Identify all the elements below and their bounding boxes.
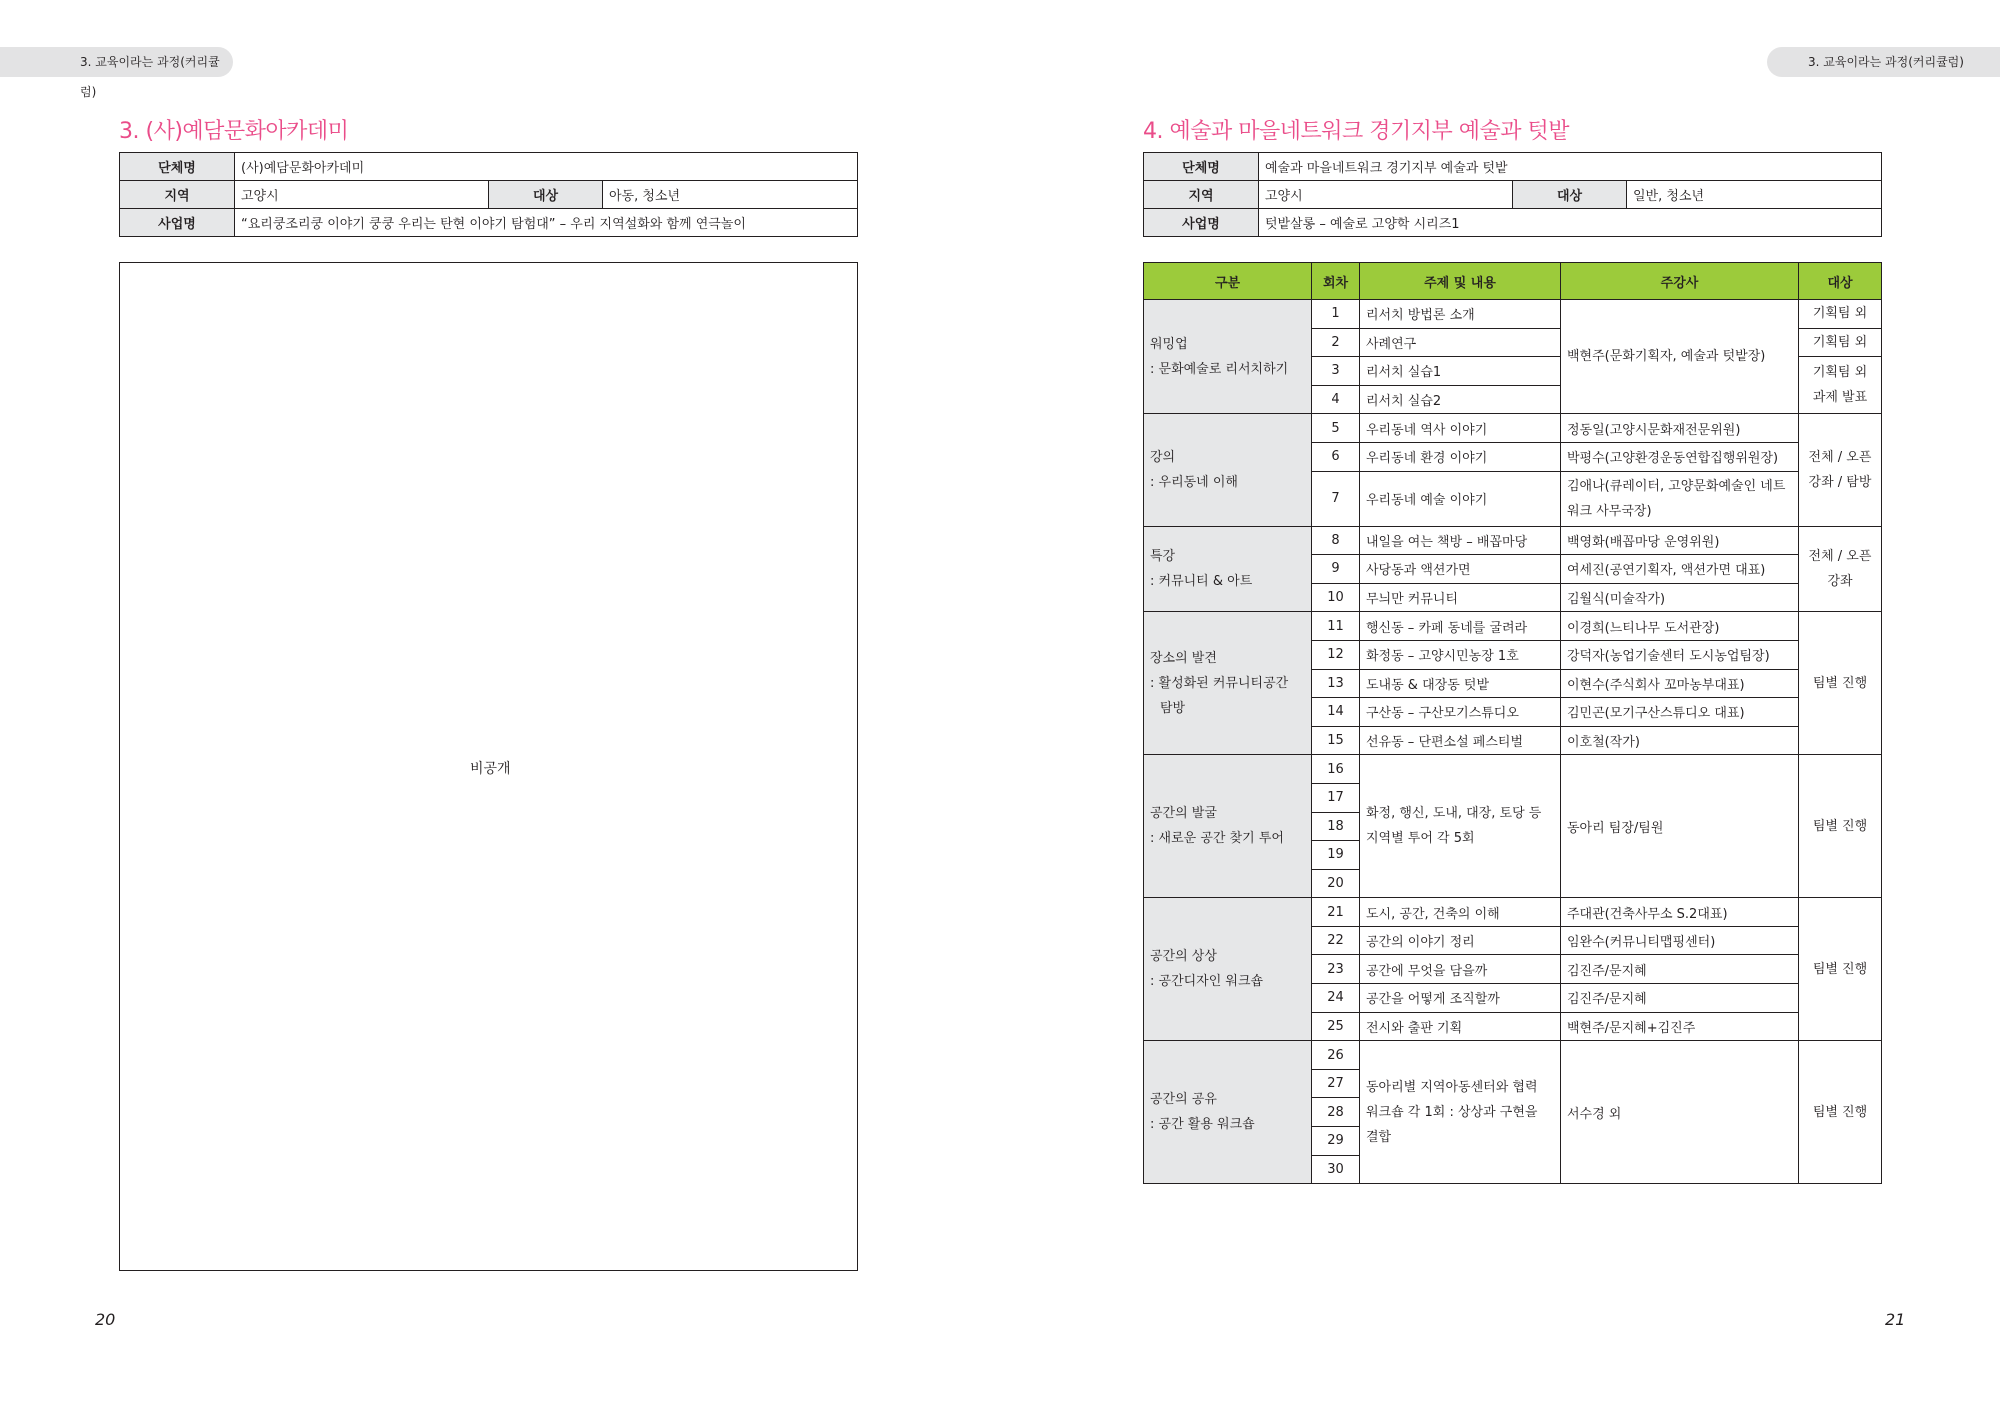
target-cell: 기획팀 외 xyxy=(1799,328,1882,357)
info-value-org: (사)예담문화아카데미 xyxy=(235,153,858,181)
topic-cell: 행신동 – 카페 동네를 굴려라 xyxy=(1360,612,1561,641)
session-number: 19 xyxy=(1312,841,1360,870)
lecturer-cell: 박평수(고양환경운동연합집행위원장) xyxy=(1561,442,1799,471)
session-number: 3 xyxy=(1312,357,1360,386)
session-number: 30 xyxy=(1312,1155,1360,1184)
session-number: 5 xyxy=(1312,414,1360,443)
lecturer-cell: 임완수(커뮤니티맵핑센터) xyxy=(1561,926,1799,955)
target-cell: 기획팀 외 xyxy=(1799,300,1882,329)
table-row xyxy=(1144,414,1882,443)
topic-cell: 우리동네 환경 이야기 xyxy=(1360,442,1561,471)
topic-cell: 도내동 & 대장동 텃밭 xyxy=(1360,669,1561,698)
topic-cell: 리서치 실습1 xyxy=(1360,357,1561,386)
session-number: 11 xyxy=(1312,612,1360,641)
table-row xyxy=(1144,526,1882,555)
lecturer-cell: 강덕자(농업기술센터 도시농업팀장) xyxy=(1561,640,1799,669)
col-header-topic: 주제 및 내용 xyxy=(1360,263,1561,300)
topic-cell: 화정동 – 고양시민농장 1호 xyxy=(1360,640,1561,669)
running-header-left: 3. 교육이라는 과정(커리큘럼) xyxy=(0,47,233,77)
info-label-project: 사업명 xyxy=(1144,209,1259,237)
session-number: 2 xyxy=(1312,328,1360,357)
session-number: 26 xyxy=(1312,1041,1360,1070)
info-label-region: 지역 xyxy=(120,181,235,209)
topic-cell: 사례연구 xyxy=(1360,328,1561,357)
lecturer-cell: 동아리 팀장/팀원 xyxy=(1561,755,1799,898)
topic-cell: 리서치 실습2 xyxy=(1360,385,1561,414)
target-cell: 전체 / 오픈강좌 / 탐방 xyxy=(1799,414,1882,526)
col-header-session: 회차 xyxy=(1312,263,1360,300)
session-number: 8 xyxy=(1312,526,1360,555)
table-row xyxy=(1144,300,1882,329)
session-number: 7 xyxy=(1312,471,1360,526)
info-value-project: “요리쿵조리쿵 이야기 쿵쿵 우리는 탄현 이야기 탐험대” – 우리 지역설화와 함께 연극놀이 xyxy=(235,209,858,237)
running-header-right: 3. 교육이라는 과정(커리큘럼) xyxy=(1767,47,2000,77)
page-number-right: 21 xyxy=(1885,1310,1906,1329)
lecturer-cell: 이경희(느티나무 도서관장) xyxy=(1561,612,1799,641)
session-number: 6 xyxy=(1312,442,1360,471)
session-number: 10 xyxy=(1312,583,1360,612)
lecturer-cell: 이호철(작가) xyxy=(1561,726,1799,755)
session-number: 1 xyxy=(1312,300,1360,329)
session-number: 20 xyxy=(1312,869,1360,898)
target-cell: 팀별 진행 xyxy=(1799,898,1882,1041)
topic-cell: 화정, 행신, 도내, 대장, 토당 등 지역별 투어 각 5회 xyxy=(1360,755,1561,898)
lecturer-cell: 서수경 외 xyxy=(1561,1041,1799,1184)
info-label-org: 단체명 xyxy=(120,153,235,181)
topic-cell: 전시와 출판 기획 xyxy=(1360,1012,1561,1041)
group-cell-special: 특강 : 커뮤니티 & 아트 xyxy=(1144,526,1312,612)
session-number: 23 xyxy=(1312,955,1360,984)
session-number: 18 xyxy=(1312,812,1360,841)
session-number: 17 xyxy=(1312,783,1360,812)
group-cell-space-dig: 공간의 발굴 : 새로운 공간 찾기 투어 xyxy=(1144,755,1312,898)
group-cell-lecture: 강의 : 우리동네 이해 xyxy=(1144,414,1312,526)
lecturer-cell: 백현주(문화기획자, 예술과 텃밭장) xyxy=(1561,300,1799,414)
curriculum-placeholder-box xyxy=(119,262,858,1271)
topic-cell: 리서치 방법론 소개 xyxy=(1360,300,1561,329)
topic-cell: 공간을 어떻게 조직할까 xyxy=(1360,984,1561,1013)
table-row xyxy=(1144,612,1882,641)
topic-cell: 공간에 무엇을 담을까 xyxy=(1360,955,1561,984)
lecturer-cell: 김민곤(모기구산스튜디오 대표) xyxy=(1561,698,1799,727)
info-label-project: 사업명 xyxy=(120,209,235,237)
info-value-project: 텃밭살롱 – 예술로 고양학 시리즈1 xyxy=(1259,209,1882,237)
lecturer-cell: 백현주/문지혜+김진주 xyxy=(1561,1012,1799,1041)
session-number: 28 xyxy=(1312,1098,1360,1127)
right-info-table xyxy=(1143,152,1882,237)
session-number: 12 xyxy=(1312,640,1360,669)
group-cell-space-imagine: 공간의 상상 : 공간디자인 워크숍 xyxy=(1144,898,1312,1041)
info-value-org: 예술과 마을네트워크 경기지부 예술과 텃밭 xyxy=(1259,153,1882,181)
lecturer-cell: 여세진(공연기획자, 액션가면 대표) xyxy=(1561,555,1799,584)
group-cell-warmup: 워밍업 : 문화예술로 리서치하기 xyxy=(1144,300,1312,414)
lecturer-cell: 김진주/문지혜 xyxy=(1561,955,1799,984)
curriculum-table xyxy=(1143,262,1882,1184)
info-label-region: 지역 xyxy=(1144,181,1259,209)
target-cell: 팀별 진행 xyxy=(1799,1041,1882,1184)
target-cell: 팀별 진행 xyxy=(1799,612,1882,755)
session-number: 21 xyxy=(1312,898,1360,927)
right-section-title: 4. 예술과 마을네트워크 경기지부 예술과 텃밭 xyxy=(1143,119,1569,144)
session-number: 29 xyxy=(1312,1127,1360,1156)
session-number: 15 xyxy=(1312,726,1360,755)
topic-cell: 내일을 여는 책방 – 배꼽마당 xyxy=(1360,526,1561,555)
topic-cell: 도시, 공간, 건축의 이해 xyxy=(1360,898,1561,927)
session-number: 25 xyxy=(1312,1012,1360,1041)
col-header-lecturer: 주강사 xyxy=(1561,263,1799,300)
topic-cell: 무늬만 커뮤니티 xyxy=(1360,583,1561,612)
table-row xyxy=(1144,1041,1882,1070)
target-cell: 기획팀 외 과제 발표 xyxy=(1799,357,1882,414)
topic-cell: 우리동네 역사 이야기 xyxy=(1360,414,1561,443)
group-cell-place-discovery: 장소의 발견 : 활성화된 커뮤니티공간 탐방 xyxy=(1144,612,1312,755)
lecturer-cell: 김월식(미술작가) xyxy=(1561,583,1799,612)
topic-cell: 우리동네 예술 이야기 xyxy=(1360,471,1561,526)
lecturer-cell: 정동일(고양시문화재전문위원) xyxy=(1561,414,1799,443)
target-cell: 전체 / 오픈강좌 xyxy=(1799,526,1882,612)
lecturer-cell: 이현수(주식회사 꼬마농부대표) xyxy=(1561,669,1799,698)
session-number: 4 xyxy=(1312,385,1360,414)
topic-cell: 사당동과 액션가면 xyxy=(1360,555,1561,584)
lecturer-cell: 주대관(건축사무소 S.2대표) xyxy=(1561,898,1799,927)
table-header-row xyxy=(1144,263,1882,300)
topic-cell: 구산동 – 구산모기스튜디오 xyxy=(1360,698,1561,727)
info-value-region: 고양시 xyxy=(1259,181,1513,209)
session-number: 27 xyxy=(1312,1069,1360,1098)
private-notice: 비공개 xyxy=(470,761,511,777)
lecturer-cell: 김진주/문지혜 xyxy=(1561,984,1799,1013)
session-number: 13 xyxy=(1312,669,1360,698)
session-number: 14 xyxy=(1312,698,1360,727)
left-info-table xyxy=(119,152,858,237)
info-label-target: 대상 xyxy=(1513,181,1627,209)
topic-cell: 선유동 – 단편소설 페스티벌 xyxy=(1360,726,1561,755)
session-number: 16 xyxy=(1312,755,1360,784)
session-number: 22 xyxy=(1312,926,1360,955)
col-header-category: 구분 xyxy=(1144,263,1312,300)
col-header-target: 대상 xyxy=(1799,263,1882,300)
page-number-left: 20 xyxy=(95,1310,116,1329)
session-number: 24 xyxy=(1312,984,1360,1013)
info-label-target: 대상 xyxy=(489,181,603,209)
lecturer-cell: 백영화(배꼽마당 운영위원) xyxy=(1561,526,1799,555)
info-value-region: 고양시 xyxy=(235,181,489,209)
table-row xyxy=(1144,898,1882,927)
info-label-org: 단체명 xyxy=(1144,153,1259,181)
target-cell: 팀별 진행 xyxy=(1799,755,1882,898)
topic-cell: 동아리별 지역아동센터와 협력 워크숍 각 1회 : 상상과 구현을 결합 xyxy=(1360,1041,1561,1184)
topic-cell: 공간의 이야기 정리 xyxy=(1360,926,1561,955)
left-section-title: 3. (사)예담문화아카데미 xyxy=(119,119,349,144)
lecturer-cell: 김애나(큐레이터, 고양문화예술인 네트워크 사무국장) xyxy=(1561,471,1799,526)
session-number: 9 xyxy=(1312,555,1360,584)
table-row xyxy=(1144,755,1882,784)
info-value-target: 일반, 청소년 xyxy=(1627,181,1882,209)
group-cell-space-share: 공간의 공유 : 공간 활용 워크숍 xyxy=(1144,1041,1312,1184)
info-value-target: 아동, 청소년 xyxy=(603,181,858,209)
